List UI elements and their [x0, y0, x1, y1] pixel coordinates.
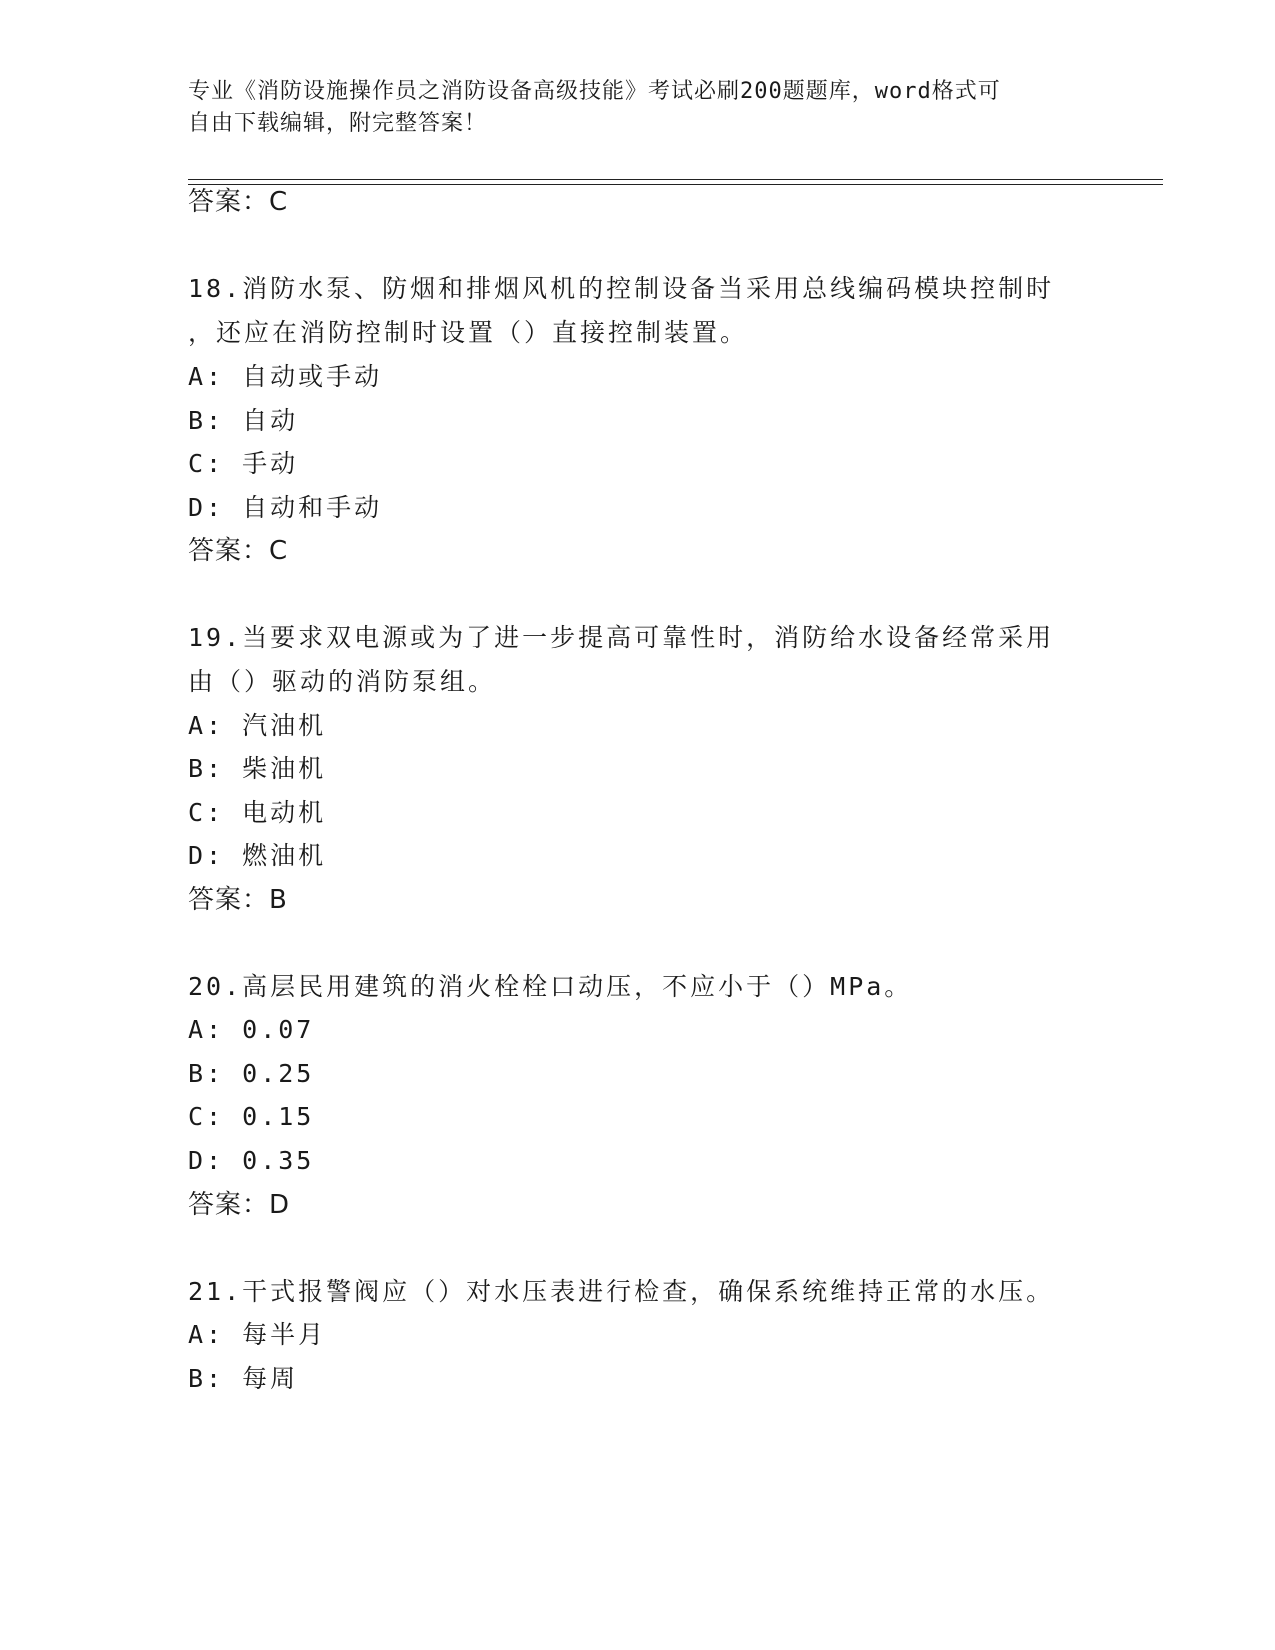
header-rule-bottom	[188, 184, 1163, 185]
answer: 答案：C	[188, 536, 289, 566]
option-a: A: 每半月	[188, 1320, 327, 1349]
option-b: B: 自动	[188, 406, 299, 435]
question-stem: 21.干式报警阀应（）对水压表进行检查，确保系统维持正常的水压。	[188, 1277, 1055, 1306]
option-b: B: 0.25	[188, 1059, 315, 1088]
option-a: A: 自动或手动	[188, 362, 383, 391]
option-a: A: 汽油机	[188, 711, 327, 740]
answer: 答案：B	[188, 885, 288, 915]
header-line-2: 自由下载编辑，附完整答案！	[188, 111, 488, 136]
question-stem: 20.高层民用建筑的消火栓栓口动压，不应小于（）MPa。	[188, 972, 913, 1001]
option-b: B: 柴油机	[188, 754, 327, 783]
option-d: D: 0.35	[188, 1146, 315, 1175]
option-d: D: 自动和手动	[188, 493, 383, 522]
question-stem: 18.消防水泵、防烟和排烟风机的控制设备当采用总线编码模块控制时	[188, 274, 1055, 303]
header-rule-top	[188, 179, 1163, 180]
option-c: C: 手动	[188, 449, 299, 478]
header-line-1: 专业《消防设施操作员之消防设备高级技能》考试必刷200题题库，word格式可	[188, 79, 1001, 104]
option-c: C: 0.15	[188, 1102, 315, 1131]
option-b: B: 每周	[188, 1364, 299, 1393]
question-stem: 19.当要求双电源或为了进一步提高可靠性时，消防给水设备经常采用	[188, 623, 1055, 652]
option-a: A: 0.07	[188, 1015, 315, 1044]
document-header	[188, 76, 1088, 140]
question-stem-continued: 由（）驱动的消防泵组。	[188, 667, 497, 696]
answer: 答案：D	[188, 1190, 291, 1220]
question-stem-continued: ，还应在消防控制时设置（）直接控制装置。	[188, 318, 749, 347]
option-d: D: 燃油机	[188, 841, 327, 870]
option-c: C: 电动机	[188, 798, 327, 827]
previous-answer: 答案：C	[188, 187, 289, 217]
